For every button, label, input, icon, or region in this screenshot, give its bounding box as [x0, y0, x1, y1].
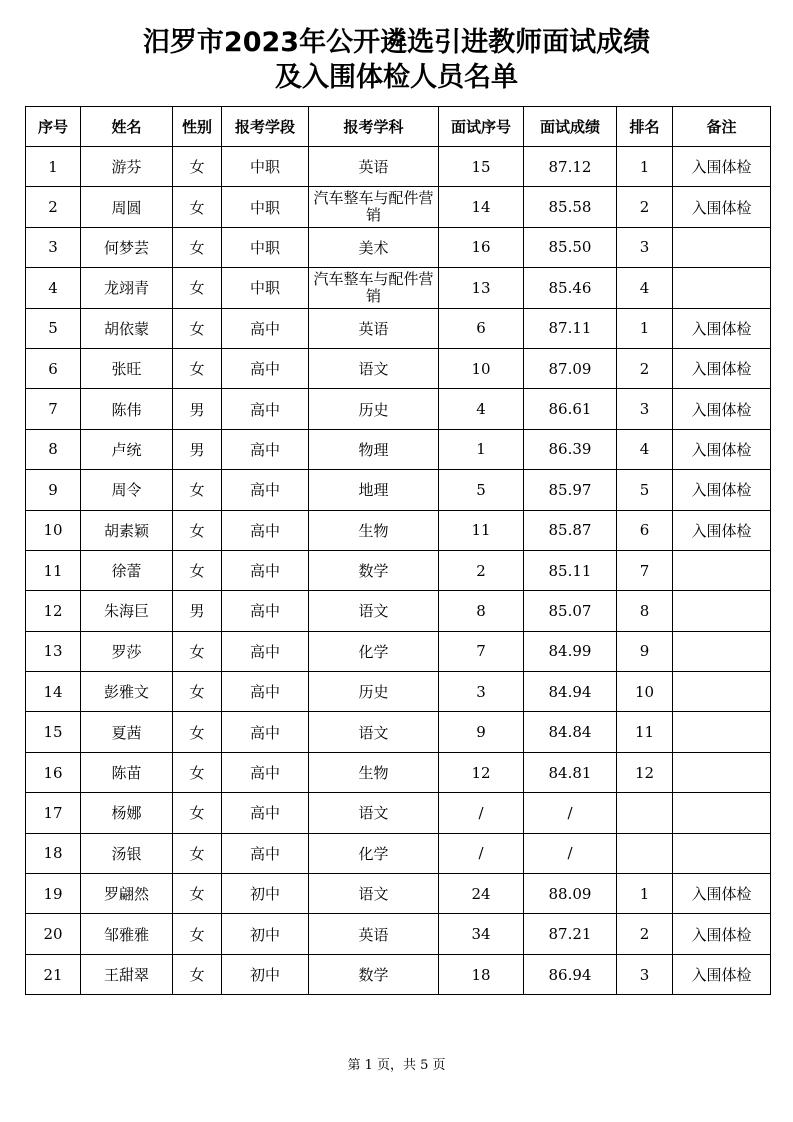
- cell-remark: [673, 591, 771, 631]
- cell-interview-score: 84.99: [524, 631, 617, 671]
- cell-subject: 数学: [309, 550, 439, 590]
- cell-level: 中职: [222, 187, 309, 227]
- table-row: [26, 914, 771, 954]
- cell-subject: 历史: [309, 389, 439, 429]
- cell-name: 胡依蒙: [81, 308, 173, 348]
- cell-interview-number: 15: [439, 147, 524, 187]
- cell-index: 7: [26, 389, 81, 429]
- cell-gender: 男: [173, 429, 222, 469]
- cell-gender: 女: [173, 308, 222, 348]
- table-row: [26, 308, 771, 348]
- cell-level: 初中: [222, 914, 309, 954]
- cell-subject: 语文: [309, 348, 439, 388]
- cell-rank: 4: [617, 268, 673, 308]
- cell-interview-score: 85.97: [524, 470, 617, 510]
- cell-name: 朱海巨: [81, 591, 173, 631]
- cell-subject: 汽车整车与配件营销: [309, 187, 439, 227]
- cell-interview-score: 86.94: [524, 954, 617, 994]
- cell-remark: [673, 268, 771, 308]
- cell-index: 17: [26, 793, 81, 833]
- cell-level: 高中: [222, 550, 309, 590]
- cell-index: 9: [26, 470, 81, 510]
- cell-rank: 10: [617, 672, 673, 712]
- cell-rank: 7: [617, 550, 673, 590]
- cell-interview-number: 11: [439, 510, 524, 550]
- table-row: [26, 793, 771, 833]
- cell-subject: 英语: [309, 308, 439, 348]
- cell-subject: 英语: [309, 914, 439, 954]
- cell-name: 周圆: [81, 187, 173, 227]
- cell-gender: 女: [173, 510, 222, 550]
- table-row: [26, 147, 771, 187]
- cell-remark: [673, 550, 771, 590]
- cell-interview-score: 87.09: [524, 348, 617, 388]
- cell-level: 高中: [222, 389, 309, 429]
- cell-gender: 女: [173, 227, 222, 267]
- cell-level: 初中: [222, 954, 309, 994]
- cell-remark: 入围体检: [673, 429, 771, 469]
- cell-interview-score: 85.07: [524, 591, 617, 631]
- cell-interview-number: 34: [439, 914, 524, 954]
- cell-index: 14: [26, 672, 81, 712]
- cell-subject: 化学: [309, 631, 439, 671]
- table-row: [26, 187, 771, 227]
- cell-remark: 入围体检: [673, 187, 771, 227]
- cell-level: 高中: [222, 470, 309, 510]
- cell-interview-number: 13: [439, 268, 524, 308]
- cell-index: 5: [26, 308, 81, 348]
- header-gender: 性别: [173, 107, 222, 147]
- cell-name: 邹雅雅: [81, 914, 173, 954]
- cell-subject: 物理: [309, 429, 439, 469]
- cell-interview-score: /: [524, 793, 617, 833]
- cell-interview-score: 86.39: [524, 429, 617, 469]
- cell-gender: 女: [173, 833, 222, 873]
- cell-remark: 入围体检: [673, 510, 771, 550]
- cell-gender: 女: [173, 268, 222, 308]
- cell-subject: 语文: [309, 712, 439, 752]
- header-interview-number: 面试序号: [439, 107, 524, 147]
- cell-gender: 女: [173, 793, 222, 833]
- cell-index: 19: [26, 874, 81, 914]
- cell-gender: 女: [173, 752, 222, 792]
- cell-remark: 入围体检: [673, 914, 771, 954]
- cell-remark: 入围体检: [673, 348, 771, 388]
- header-remark: 备注: [673, 107, 771, 147]
- cell-subject: 英语: [309, 147, 439, 187]
- table-row: [26, 712, 771, 752]
- cell-interview-number: /: [439, 793, 524, 833]
- cell-gender: 女: [173, 631, 222, 671]
- header-name: 姓名: [81, 107, 173, 147]
- cell-remark: 入围体检: [673, 470, 771, 510]
- cell-interview-score: 86.61: [524, 389, 617, 429]
- cell-index: 13: [26, 631, 81, 671]
- cell-interview-number: 12: [439, 752, 524, 792]
- cell-interview-number: 1: [439, 429, 524, 469]
- cell-interview-number: 3: [439, 672, 524, 712]
- cell-name: 徐蕾: [81, 550, 173, 590]
- cell-interview-score: 85.46: [524, 268, 617, 308]
- table-row: [26, 874, 771, 914]
- cell-name: 卢统: [81, 429, 173, 469]
- table-body: [26, 147, 771, 995]
- cell-interview-score: 85.87: [524, 510, 617, 550]
- cell-rank: 1: [617, 147, 673, 187]
- cell-rank: 3: [617, 227, 673, 267]
- header-interview-score: 面试成绩: [524, 107, 617, 147]
- cell-interview-score: 87.12: [524, 147, 617, 187]
- cell-interview-score: 84.81: [524, 752, 617, 792]
- cell-rank: 6: [617, 510, 673, 550]
- cell-level: 初中: [222, 874, 309, 914]
- cell-level: 高中: [222, 429, 309, 469]
- cell-name: 王甜翠: [81, 954, 173, 994]
- cell-remark: [673, 712, 771, 752]
- cell-name: 陈伟: [81, 389, 173, 429]
- cell-subject: 语文: [309, 591, 439, 631]
- cell-subject: 数学: [309, 954, 439, 994]
- cell-interview-score: 85.50: [524, 227, 617, 267]
- header-rank: 排名: [617, 107, 673, 147]
- cell-rank: 2: [617, 187, 673, 227]
- cell-gender: 男: [173, 591, 222, 631]
- header-level: 报考学段: [222, 107, 309, 147]
- cell-gender: 女: [173, 712, 222, 752]
- cell-name: 周令: [81, 470, 173, 510]
- cell-interview-number: 8: [439, 591, 524, 631]
- cell-rank: 2: [617, 348, 673, 388]
- cell-gender: 女: [173, 672, 222, 712]
- cell-interview-number: 24: [439, 874, 524, 914]
- document-title-line-2: 及入围体检人员名单: [275, 62, 518, 93]
- cell-index: 12: [26, 591, 81, 631]
- cell-remark: 入围体检: [673, 147, 771, 187]
- table-row: [26, 672, 771, 712]
- cell-gender: 女: [173, 147, 222, 187]
- table-row: [26, 268, 771, 308]
- table-row: [26, 470, 771, 510]
- cell-subject: 汽车整车与配件营销: [309, 268, 439, 308]
- table-row: [26, 550, 771, 590]
- cell-name: 胡素颖: [81, 510, 173, 550]
- header-subject: 报考学科: [309, 107, 439, 147]
- cell-index: 3: [26, 227, 81, 267]
- cell-level: 中职: [222, 147, 309, 187]
- cell-interview-number: /: [439, 833, 524, 873]
- cell-interview-number: 5: [439, 470, 524, 510]
- cell-level: 高中: [222, 510, 309, 550]
- cell-remark: 入围体检: [673, 954, 771, 994]
- cell-rank: 12: [617, 752, 673, 792]
- cell-name: 张旺: [81, 348, 173, 388]
- cell-subject: 语文: [309, 793, 439, 833]
- cell-index: 10: [26, 510, 81, 550]
- cell-remark: 入围体检: [673, 389, 771, 429]
- cell-index: 4: [26, 268, 81, 308]
- cell-subject: 语文: [309, 874, 439, 914]
- cell-index: 16: [26, 752, 81, 792]
- cell-interview-number: 18: [439, 954, 524, 994]
- cell-remark: [673, 631, 771, 671]
- cell-level: 高中: [222, 833, 309, 873]
- cell-rank: 1: [617, 308, 673, 348]
- cell-rank: 2: [617, 914, 673, 954]
- cell-gender: 女: [173, 187, 222, 227]
- cell-interview-score: 84.94: [524, 672, 617, 712]
- cell-level: 高中: [222, 672, 309, 712]
- cell-gender: 女: [173, 914, 222, 954]
- table-row: [26, 591, 771, 631]
- cell-gender: 女: [173, 874, 222, 914]
- cell-index: 2: [26, 187, 81, 227]
- cell-interview-number: 7: [439, 631, 524, 671]
- cell-remark: [673, 227, 771, 267]
- cell-level: 中职: [222, 227, 309, 267]
- cell-interview-number: 6: [439, 308, 524, 348]
- cell-name: 夏茜: [81, 712, 173, 752]
- cell-name: 何梦芸: [81, 227, 173, 267]
- page-footer: 第 1 页，共 5 页: [347, 1058, 446, 1073]
- table-row: [26, 389, 771, 429]
- cell-index: 21: [26, 954, 81, 994]
- cell-interview-score: 88.09: [524, 874, 617, 914]
- cell-name: 罗莎: [81, 631, 173, 671]
- cell-level: 中职: [222, 268, 309, 308]
- cell-interview-number: 16: [439, 227, 524, 267]
- table-header-row: [26, 107, 771, 147]
- cell-name: 汤银: [81, 833, 173, 873]
- header-index: 序号: [26, 107, 81, 147]
- cell-index: 15: [26, 712, 81, 752]
- cell-rank: 1: [617, 874, 673, 914]
- cell-name: 杨娜: [81, 793, 173, 833]
- cell-interview-number: 14: [439, 187, 524, 227]
- cell-level: 高中: [222, 752, 309, 792]
- cell-interview-score: 87.11: [524, 308, 617, 348]
- table-row: [26, 510, 771, 550]
- document-title-line-1: 汨罗市2023年公开遴选引进教师面试成绩: [142, 27, 651, 58]
- cell-gender: 女: [173, 550, 222, 590]
- cell-name: 游芬: [81, 147, 173, 187]
- cell-interview-score: /: [524, 833, 617, 873]
- table-row: [26, 348, 771, 388]
- cell-index: 18: [26, 833, 81, 873]
- cell-level: 高中: [222, 712, 309, 752]
- cell-interview-score: 85.11: [524, 550, 617, 590]
- cell-gender: 女: [173, 954, 222, 994]
- cell-level: 高中: [222, 793, 309, 833]
- table-row: [26, 227, 771, 267]
- cell-name: 陈苗: [81, 752, 173, 792]
- cell-subject: 地理: [309, 470, 439, 510]
- table-row: [26, 752, 771, 792]
- cell-level: 高中: [222, 591, 309, 631]
- cell-name: 龙翊青: [81, 268, 173, 308]
- cell-index: 11: [26, 550, 81, 590]
- cell-rank: [617, 793, 673, 833]
- cell-interview-number: 2: [439, 550, 524, 590]
- cell-rank: 11: [617, 712, 673, 752]
- cell-remark: [673, 833, 771, 873]
- cell-subject: 历史: [309, 672, 439, 712]
- cell-level: 高中: [222, 308, 309, 348]
- cell-subject: 生物: [309, 510, 439, 550]
- table-row: [26, 429, 771, 469]
- cell-level: 高中: [222, 631, 309, 671]
- table-row: [26, 631, 771, 671]
- cell-level: 高中: [222, 348, 309, 388]
- cell-remark: [673, 752, 771, 792]
- cell-subject: 生物: [309, 752, 439, 792]
- cell-rank: 3: [617, 954, 673, 994]
- cell-interview-score: 85.58: [524, 187, 617, 227]
- cell-subject: 化学: [309, 833, 439, 873]
- cell-index: 1: [26, 147, 81, 187]
- cell-rank: [617, 833, 673, 873]
- cell-rank: 5: [617, 470, 673, 510]
- cell-index: 6: [26, 348, 81, 388]
- cell-name: 罗翩然: [81, 874, 173, 914]
- cell-rank: 4: [617, 429, 673, 469]
- cell-interview-score: 87.21: [524, 914, 617, 954]
- cell-rank: 3: [617, 389, 673, 429]
- results-table: [25, 106, 771, 995]
- cell-rank: 9: [617, 631, 673, 671]
- cell-gender: 男: [173, 389, 222, 429]
- cell-index: 8: [26, 429, 81, 469]
- cell-interview-number: 10: [439, 348, 524, 388]
- table-row: [26, 954, 771, 994]
- cell-index: 20: [26, 914, 81, 954]
- cell-gender: 女: [173, 470, 222, 510]
- cell-gender: 女: [173, 348, 222, 388]
- cell-interview-score: 84.84: [524, 712, 617, 752]
- cell-remark: 入围体检: [673, 874, 771, 914]
- cell-interview-number: 4: [439, 389, 524, 429]
- cell-interview-number: 9: [439, 712, 524, 752]
- cell-remark: [673, 672, 771, 712]
- cell-remark: 入围体检: [673, 308, 771, 348]
- cell-subject: 美术: [309, 227, 439, 267]
- cell-rank: 8: [617, 591, 673, 631]
- cell-name: 彭雅文: [81, 672, 173, 712]
- cell-remark: [673, 793, 771, 833]
- table-row: [26, 833, 771, 873]
